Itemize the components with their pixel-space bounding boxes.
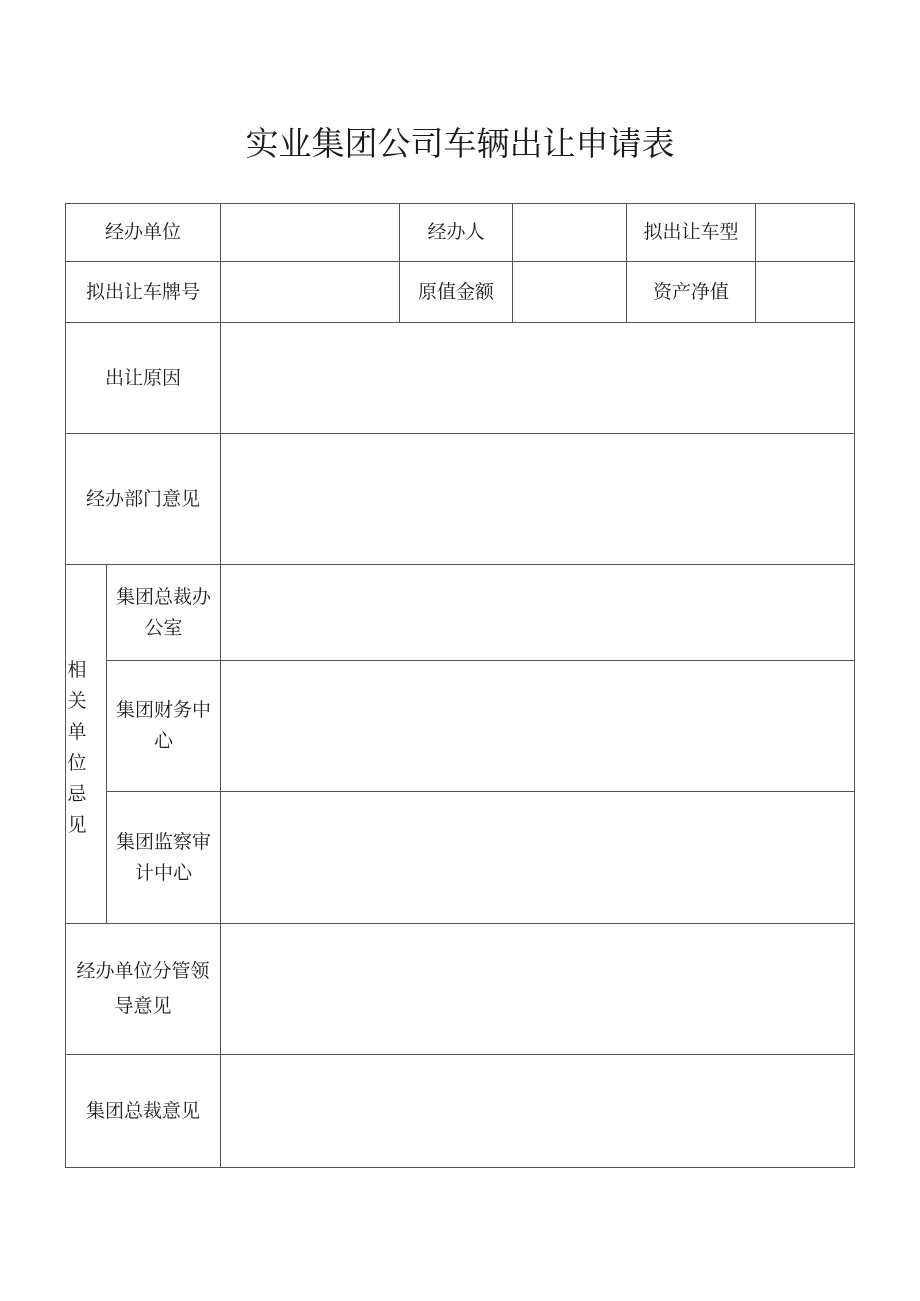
vehicle-model-field[interactable] <box>756 204 854 261</box>
finance-center-label: 集团财务中 心 <box>115 699 211 752</box>
president-opinion-label: 集团总裁意见 <box>85 1099 200 1122</box>
finance-center-opinion-field[interactable] <box>221 661 854 791</box>
dept-opinion-field[interactable] <box>221 434 854 564</box>
vehicle-model-label: 拟出让车型 <box>643 221 739 243</box>
plate-number-label: 拟出让车牌号 <box>85 280 200 303</box>
audit-center-label: 集团监察审 计中心 <box>115 830 211 884</box>
transfer-reason-field[interactable] <box>221 323 854 433</box>
president-opinion-field[interactable] <box>221 1055 854 1167</box>
plate-number-field[interactable] <box>221 262 399 322</box>
leader-opinion-label: 经办单位分管领 导意见 <box>76 960 210 1017</box>
unit-label: 经办单位 <box>104 221 181 243</box>
audit-center-opinion-field[interactable] <box>221 792 854 923</box>
related-units-label: 相关单位忌见 <box>67 659 87 836</box>
unit-field[interactable] <box>221 204 399 261</box>
transfer-reason-label: 出让原因 <box>104 366 181 389</box>
table-border-bottom <box>65 1167 855 1168</box>
dept-opinion-label: 经办部门意见 <box>85 487 200 510</box>
net-value-field[interactable] <box>756 262 854 322</box>
net-value-label: 资产净值 <box>652 280 729 303</box>
handler-field[interactable] <box>513 204 626 261</box>
president-office-opinion-field[interactable] <box>221 565 854 660</box>
president-office-label: 集团总裁办 公室 <box>115 585 211 639</box>
leader-opinion-field[interactable] <box>221 924 854 1054</box>
original-value-label: 原值金额 <box>417 280 494 303</box>
table-border-right <box>854 203 855 1168</box>
original-value-field[interactable] <box>513 262 626 322</box>
page-title: 实业集团公司车辆出让申请表 <box>245 124 675 163</box>
handler-label: 经办人 <box>427 221 485 243</box>
